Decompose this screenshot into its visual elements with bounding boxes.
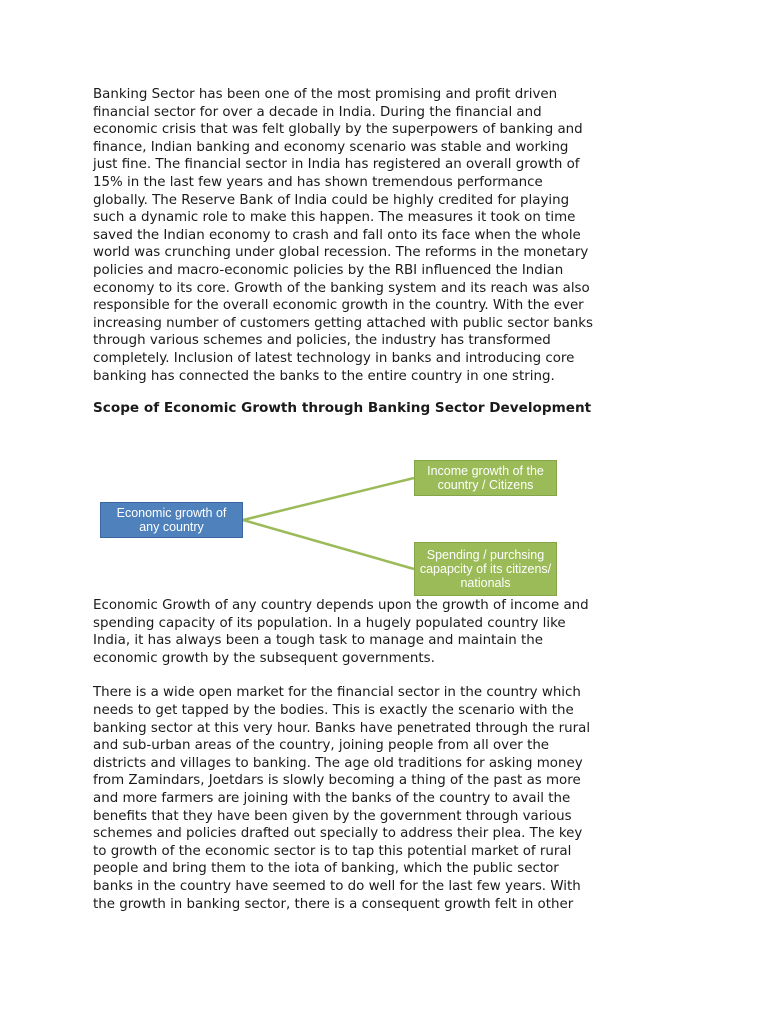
text-line: schemes and policies drafted out specially to address their plea. The key bbox=[93, 826, 583, 842]
text-line: Economic Growth of any country depends upon the growth of income and bbox=[93, 598, 589, 614]
paragraph-2 bbox=[93, 597, 675, 667]
text-line: just fine. The financial sector in India has registered an overall growth of bbox=[93, 157, 580, 173]
document-page bbox=[93, 86, 675, 913]
text-line: finance, Indian banking and economy scenario was stable and working bbox=[93, 139, 569, 155]
text-line: globally. The Reserve Bank of India could be highly credited for playing bbox=[93, 192, 570, 208]
connector-to-branch-1 bbox=[243, 478, 414, 520]
section-heading: Scope of Economic Growth through Banking Sector Development bbox=[93, 400, 592, 417]
text-line: spending capacity of its population. In a hugely populated country like bbox=[93, 615, 566, 631]
text-line: saved the Indian economy to crash and fall onto its face when the whole bbox=[93, 227, 581, 243]
text-line: policies and macro-economic policies by the RBI influenced the Indian bbox=[93, 262, 564, 278]
text-line: banking has connected the banks to the entire country in one string. bbox=[93, 368, 555, 384]
text-line: financial sector for over a decade in India. During the financial and bbox=[93, 104, 542, 120]
text-line: banking sector at this very hour. Banks have penetrated through the rural bbox=[93, 720, 591, 736]
text-line: such a dynamic role to make this happen. The measures it took on time bbox=[93, 210, 576, 226]
text-line: economic growth by the subsequent governments. bbox=[93, 650, 435, 666]
text-line: India, it has always been a tough task to manage and maintain the bbox=[93, 633, 544, 649]
text-line: districts and villages to banking. The age old traditions for asking money bbox=[93, 755, 583, 771]
text-line: economic crisis that was felt globally by the superpowers of banking and bbox=[93, 122, 583, 138]
text-line: people and bring them to the iota of banking, which the public sector bbox=[93, 861, 559, 877]
text-line: banks in the country have seemed to do well for the last few years. With bbox=[93, 879, 581, 894]
text-line: to growth of the economic sector is to tap this potential market of rural bbox=[93, 843, 572, 859]
text-line: world was crunching under global recession. The reforms in the monetary bbox=[93, 245, 589, 261]
paragraph-gap bbox=[93, 667, 675, 684]
text-line: There is a wide open market for the financial sector in the country which bbox=[93, 685, 581, 701]
root-box: Economic growth of any country bbox=[100, 502, 243, 538]
text-line: and more farmers are joining with the banks of the country to avail the bbox=[93, 791, 571, 807]
text-line: benefits that they have been given by the government through various bbox=[93, 808, 572, 824]
text-line: and sub-urban areas of the country, joining people from all over the bbox=[93, 738, 550, 754]
connector-to-branch-2 bbox=[243, 520, 414, 569]
text-line: completely. Inclusion of latest technology in banks and introducing core bbox=[93, 350, 575, 366]
text-line: economy to its core. Growth of the banking system and its reach was also bbox=[93, 280, 590, 296]
text-line: the growth in banking sector, there is a consequent growth felt in other bbox=[93, 896, 574, 912]
text-line: through various schemes and policies, the industry has transformed bbox=[93, 333, 551, 349]
text-line: from Zamindars, Joetdars is slowly becoming a thing of the past as more bbox=[93, 773, 581, 789]
text-line: responsible for the overall economic growth in the country. With the ever bbox=[93, 298, 584, 314]
branch-box-income: Income growth of the country / Citizens bbox=[414, 460, 557, 496]
text-line: 15% in the last few years and has shown tremendous performance bbox=[93, 174, 543, 190]
branch-box-spending: Spending / purchsing capapcity of its citizens/ nationals bbox=[414, 542, 557, 596]
growth-diagram bbox=[93, 417, 675, 597]
text-line: Banking Sector has been one of the most promising and profit driven bbox=[93, 87, 558, 102]
text-line: needs to get tapped by the bodies. This is exactly the scenario with the bbox=[93, 703, 574, 719]
text-line: increasing number of customers getting attached with public sector banks bbox=[93, 315, 594, 331]
intro-paragraph bbox=[93, 86, 675, 385]
paragraph-3 bbox=[93, 684, 675, 913]
